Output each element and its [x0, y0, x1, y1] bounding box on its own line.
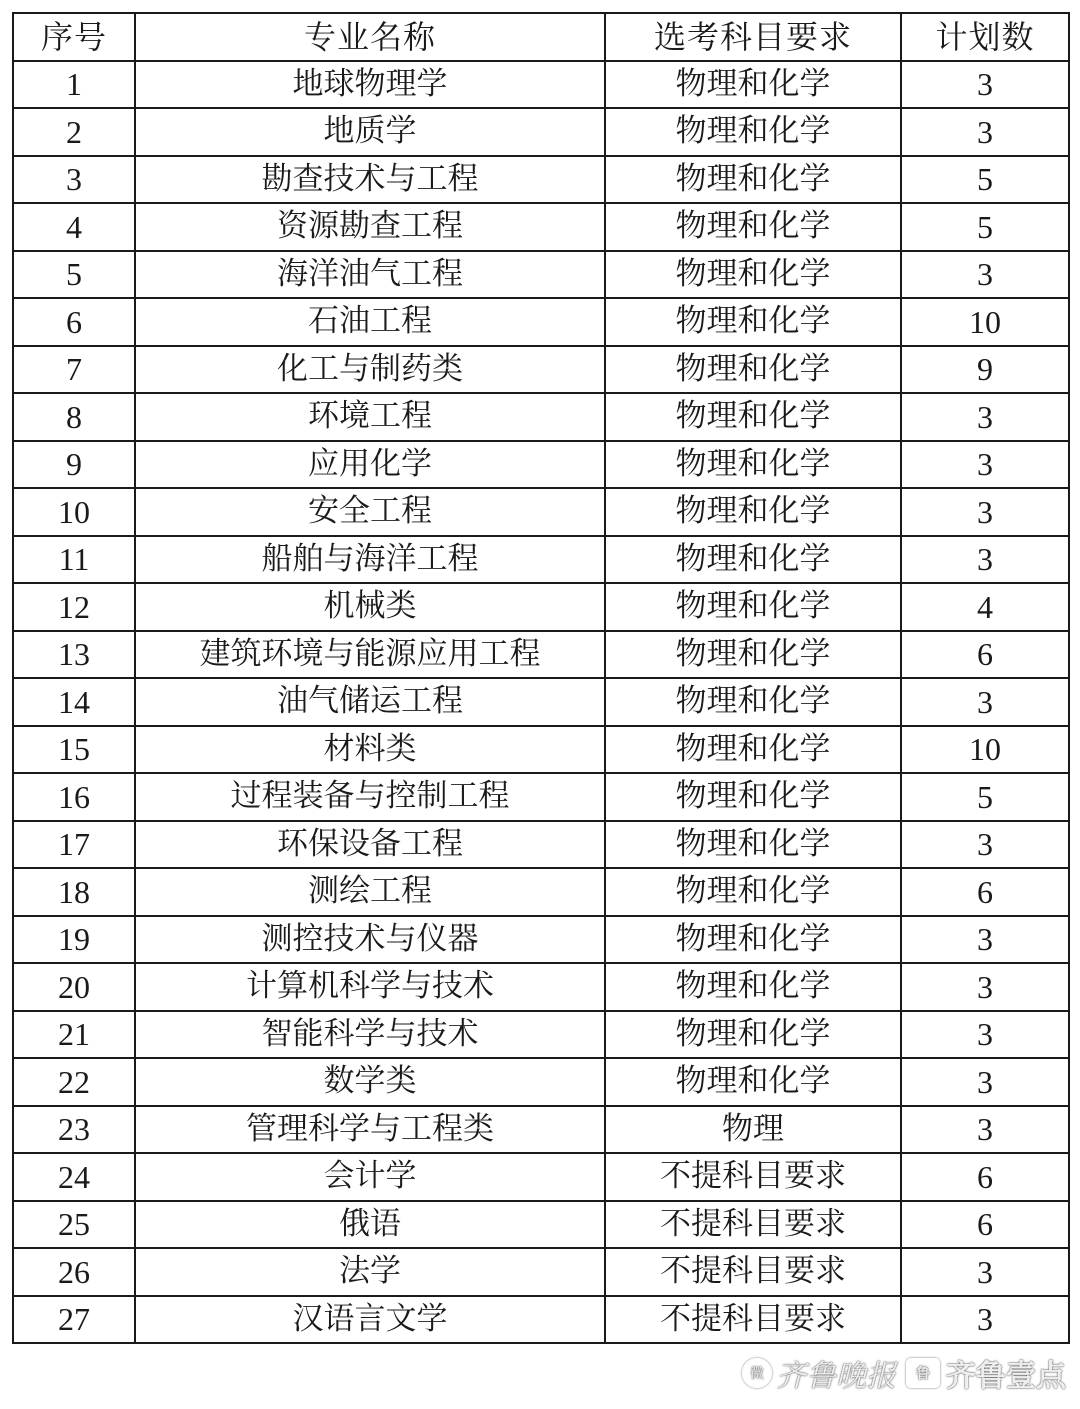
table-row	[13, 821, 1069, 869]
table-row	[13, 773, 1069, 821]
table-row	[13, 1058, 1069, 1106]
row-major-name: 数学类	[135, 1058, 605, 1106]
table-header-row	[13, 13, 1069, 61]
row-subject-requirement: 物理和化学	[605, 583, 901, 631]
row-major-name: 地球物理学	[135, 61, 605, 109]
row-index: 19	[13, 916, 135, 964]
watermark-right-text: 齐鲁壹点	[946, 1359, 1066, 1394]
watermark	[742, 1351, 1066, 1395]
row-plan-count: 6	[901, 1201, 1069, 1249]
header-plan-count: 计划数	[901, 13, 1069, 61]
row-subject-requirement: 物理和化学	[605, 441, 901, 489]
row-plan-count: 3	[901, 963, 1069, 1011]
row-plan-count: 3	[901, 1296, 1069, 1344]
row-plan-count: 6	[901, 1153, 1069, 1201]
app-box-icon: 鲁	[906, 1358, 940, 1388]
row-subject-requirement: 物理和化学	[605, 346, 901, 394]
row-plan-count: 6	[901, 868, 1069, 916]
table-row	[13, 583, 1069, 631]
row-index: 24	[13, 1153, 135, 1201]
header-index: 序号	[13, 13, 135, 61]
row-index: 25	[13, 1201, 135, 1249]
row-subject-requirement: 物理和化学	[605, 488, 901, 536]
header-subject-requirement: 选考科目要求	[605, 13, 901, 61]
row-subject-requirement: 物理和化学	[605, 963, 901, 1011]
watermark-left	[742, 1351, 896, 1395]
row-subject-requirement: 物理和化学	[605, 868, 901, 916]
row-index: 9	[13, 441, 135, 489]
row-subject-requirement: 物理和化学	[605, 203, 901, 251]
row-plan-count: 3	[901, 393, 1069, 441]
row-major-name: 过程装备与控制工程	[135, 773, 605, 821]
row-plan-count: 3	[901, 1248, 1069, 1296]
table-row	[13, 441, 1069, 489]
row-subject-requirement: 不提科目要求	[605, 1201, 901, 1249]
row-index: 10	[13, 488, 135, 536]
row-plan-count: 5	[901, 156, 1069, 204]
row-subject-requirement: 物理和化学	[605, 251, 901, 299]
table-row	[13, 251, 1069, 299]
row-major-name: 计算机科学与技术	[135, 963, 605, 1011]
table-row	[13, 1296, 1069, 1344]
row-index: 8	[13, 393, 135, 441]
row-subject-requirement: 物理和化学	[605, 108, 901, 156]
row-index: 16	[13, 773, 135, 821]
table-row	[13, 536, 1069, 584]
row-plan-count: 10	[901, 298, 1069, 346]
row-major-name: 海洋油气工程	[135, 251, 605, 299]
row-subject-requirement: 物理和化学	[605, 536, 901, 584]
row-major-name: 地质学	[135, 108, 605, 156]
row-major-name: 汉语言文学	[135, 1296, 605, 1344]
row-major-name: 应用化学	[135, 441, 605, 489]
row-major-name: 测控技术与仪器	[135, 916, 605, 964]
row-plan-count: 3	[901, 488, 1069, 536]
table-row	[13, 726, 1069, 774]
row-plan-count: 3	[901, 108, 1069, 156]
header-major-name: 专业名称	[135, 13, 605, 61]
row-plan-count: 5	[901, 203, 1069, 251]
table-row	[13, 1248, 1069, 1296]
weibo-icon: 微	[742, 1358, 772, 1388]
row-subject-requirement: 不提科目要求	[605, 1153, 901, 1201]
row-major-name: 石油工程	[135, 298, 605, 346]
row-plan-count: 10	[901, 726, 1069, 774]
table-row	[13, 298, 1069, 346]
row-index: 22	[13, 1058, 135, 1106]
row-subject-requirement: 物理和化学	[605, 1011, 901, 1059]
table-row	[13, 346, 1069, 394]
row-index: 23	[13, 1106, 135, 1154]
row-major-name: 环保设备工程	[135, 821, 605, 869]
row-plan-count: 3	[901, 536, 1069, 584]
row-subject-requirement: 物理和化学	[605, 821, 901, 869]
row-major-name: 会计学	[135, 1153, 605, 1201]
row-subject-requirement: 物理和化学	[605, 678, 901, 726]
row-subject-requirement: 物理和化学	[605, 773, 901, 821]
table-row	[13, 678, 1069, 726]
row-major-name: 测绘工程	[135, 868, 605, 916]
table-row	[13, 156, 1069, 204]
row-major-name: 法学	[135, 1248, 605, 1296]
row-major-name: 智能科学与技术	[135, 1011, 605, 1059]
row-subject-requirement: 物理和化学	[605, 61, 901, 109]
row-plan-count: 3	[901, 1058, 1069, 1106]
watermark-left-text: 齐鲁晚报	[776, 1359, 896, 1394]
row-index: 14	[13, 678, 135, 726]
row-plan-count: 9	[901, 346, 1069, 394]
row-index: 11	[13, 536, 135, 584]
row-subject-requirement: 不提科目要求	[605, 1248, 901, 1296]
row-plan-count: 3	[901, 251, 1069, 299]
row-major-name: 材料类	[135, 726, 605, 774]
row-index: 17	[13, 821, 135, 869]
row-index: 18	[13, 868, 135, 916]
table-row	[13, 916, 1069, 964]
row-index: 3	[13, 156, 135, 204]
table-row	[13, 963, 1069, 1011]
row-plan-count: 5	[901, 773, 1069, 821]
row-index: 1	[13, 61, 135, 109]
row-major-name: 油气储运工程	[135, 678, 605, 726]
row-index: 21	[13, 1011, 135, 1059]
row-index: 13	[13, 631, 135, 679]
table-row	[13, 488, 1069, 536]
row-major-name: 化工与制药类	[135, 346, 605, 394]
row-subject-requirement: 物理和化学	[605, 1058, 901, 1106]
row-subject-requirement: 物理	[605, 1106, 901, 1154]
row-subject-requirement: 物理和化学	[605, 298, 901, 346]
row-index: 12	[13, 583, 135, 631]
row-subject-requirement: 物理和化学	[605, 156, 901, 204]
row-index: 27	[13, 1296, 135, 1344]
table-row	[13, 1201, 1069, 1249]
table-row	[13, 393, 1069, 441]
row-index: 7	[13, 346, 135, 394]
row-subject-requirement: 物理和化学	[605, 916, 901, 964]
row-plan-count: 4	[901, 583, 1069, 631]
row-major-name: 管理科学与工程类	[135, 1106, 605, 1154]
row-major-name: 建筑环境与能源应用工程	[135, 631, 605, 679]
row-major-name: 机械类	[135, 583, 605, 631]
admission-plan-table	[12, 12, 1070, 1344]
table-row	[13, 631, 1069, 679]
table-body	[13, 61, 1069, 1344]
table-row	[13, 1153, 1069, 1201]
row-index: 4	[13, 203, 135, 251]
row-index: 26	[13, 1248, 135, 1296]
row-subject-requirement: 物理和化学	[605, 393, 901, 441]
table-row	[13, 868, 1069, 916]
row-plan-count: 3	[901, 61, 1069, 109]
row-major-name: 资源勘查工程	[135, 203, 605, 251]
row-major-name: 船舶与海洋工程	[135, 536, 605, 584]
row-plan-count: 3	[901, 1106, 1069, 1154]
row-index: 15	[13, 726, 135, 774]
row-plan-count: 3	[901, 678, 1069, 726]
row-plan-count: 3	[901, 441, 1069, 489]
row-plan-count: 3	[901, 916, 1069, 964]
row-subject-requirement: 物理和化学	[605, 631, 901, 679]
row-major-name: 安全工程	[135, 488, 605, 536]
watermark-right	[906, 1351, 1066, 1395]
row-index: 5	[13, 251, 135, 299]
row-index: 20	[13, 963, 135, 1011]
row-major-name: 勘查技术与工程	[135, 156, 605, 204]
row-subject-requirement: 不提科目要求	[605, 1296, 901, 1344]
table-row	[13, 1011, 1069, 1059]
row-index: 6	[13, 298, 135, 346]
table-row	[13, 108, 1069, 156]
table-row	[13, 203, 1069, 251]
table-row	[13, 61, 1069, 109]
row-plan-count: 6	[901, 631, 1069, 679]
row-major-name: 俄语	[135, 1201, 605, 1249]
row-major-name: 环境工程	[135, 393, 605, 441]
row-subject-requirement: 物理和化学	[605, 726, 901, 774]
row-index: 2	[13, 108, 135, 156]
table-row	[13, 1106, 1069, 1154]
row-plan-count: 3	[901, 1011, 1069, 1059]
row-plan-count: 3	[901, 821, 1069, 869]
